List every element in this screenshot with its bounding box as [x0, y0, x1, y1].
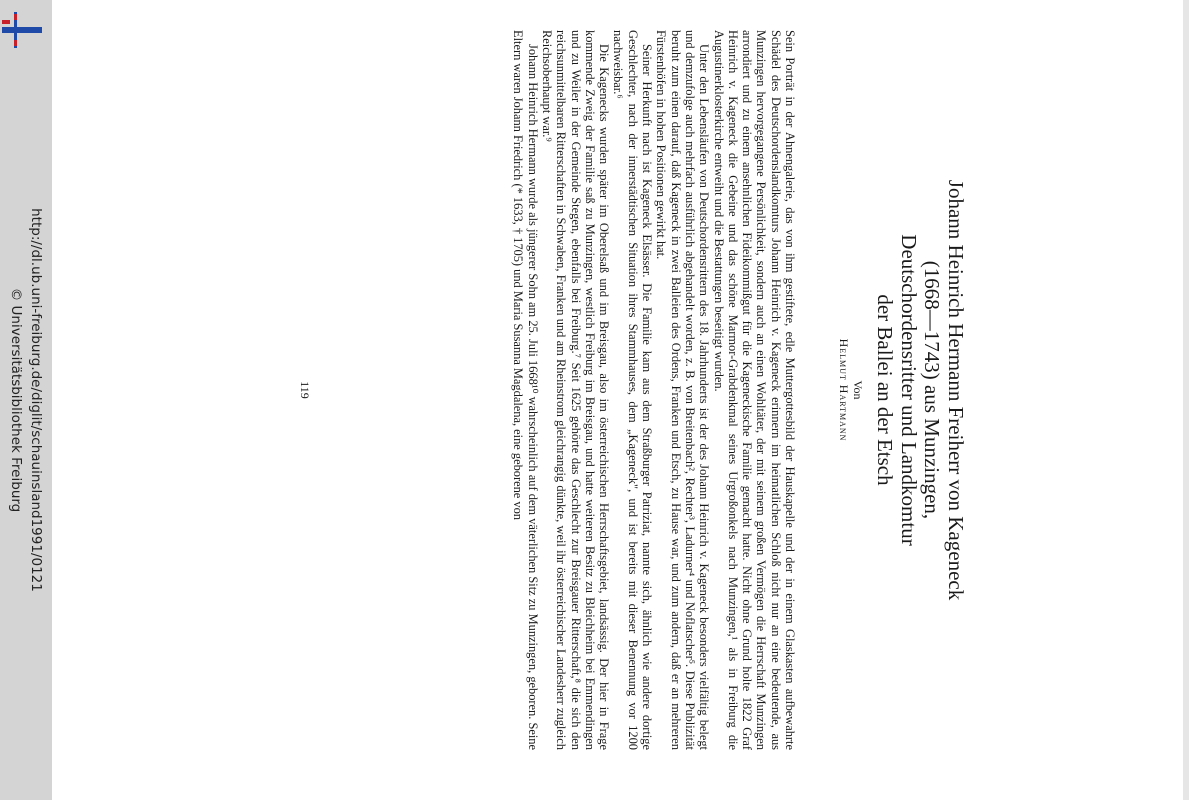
paragraph: Sein Porträt in der Ahnengalerie, das von ihm gestiftete, edle Muttergottesbild der Hauskapelle und der in einem Glaskasten aufbewahrte Schädel des Deutschordenslandkomturs Johann Heinrich v. Kageneck erinnern im heimatlichen Schloß nicht nur an eine bedeutende, aus Munzingen hervorgegangene Persönlichkeit, sondern auch an einen Wohltäter, der mit seinem großen Vermögen die Herrschaft Munzingen arrondiert und zu einem ansehnlichen Fideikommißgut für die Kageneckische Familie gemacht hatte. Nicht ohne Grund holte 1822 Graf Heinrich v. Kageneck die Gebeine und das schöne Marmor-Grabdenkmal seines Urgroßonkels nach Munzingen,¹ als in Freiburg die Augustinerklosterkirche entweiht und die Bestattungen beseitigt wurden.	[711, 30, 797, 750]
paragraph: Seiner Herkunft nach ist Kageneck Elsässer. Die Familie kam aus dem Straßburger Patriziat, nannte sich, ähnlich wie andere dortige Geschlechter, nach der innerstädtischen Situation ihres Stammhauses, dem „Kageneck", und ist bereits mit dieser Benennung vor 1200 nachweisbar.⁶	[611, 30, 655, 750]
sidebar-caption	[6, 5, 46, 795]
viewer-scrollbar[interactable]	[1183, 0, 1189, 800]
scanned-page	[277, 30, 967, 750]
page-number: 119	[298, 381, 312, 399]
byline-prefix: Von	[851, 380, 865, 400]
article-header	[837, 30, 967, 750]
viewer-sidebar	[0, 0, 52, 800]
title-line: der Ballei an der Etsch	[873, 294, 898, 486]
paragraph: Die Kagenecks wurden später im Oberelsaß und im Breisgau, also im österreichischen Herrschaftsgebiet, landsässig. Der hier in Frage kommende Zweig der Familie saß zu Munzingen, westlich Freiburg im Breisgau, und hatte weiteren Besitz zu Bleichheim bei Emmendingen und zu Weiler in der Gemeinde Stegen, ebenfalls bei Freiburg.⁷ Seit 1625 gehörte das Geschlecht zur Breisgauer Ritterschaft,⁸ die sich den reichsunmittelbaren Ritterschaften in Schwaben, Franken und am Rheinstrom gleichrangig dünkte, weil ihr österreichischer Landesherr zugleich Reichsoberhaupt war.⁹	[539, 30, 612, 750]
source-url[interactable]: http://dl.ub.uni-freiburg.de/diglit/schauinsland1991/0121	[28, 208, 44, 592]
article-body	[511, 30, 797, 750]
title-line: (1668—1743) aus Munzingen,	[920, 260, 945, 520]
paragraph: Johann Heinrich Hermann wurde als jüngerer Sohn am 25. Juli 1668¹⁰ wahrscheinlich auf dem väterlichen Sitz zu Munzingen, geboren. Seine Eltern waren Johann Friedrich (* 1633, † 1705) und Maria Susanna Magdalena, eine geborene von	[511, 30, 540, 750]
author-name: Helmut Hartmann	[837, 338, 851, 442]
copyright-notice: © Universitätsbibliothek Freiburg	[8, 287, 24, 513]
title-line: Deutschordensritter und Landkomtur	[897, 234, 921, 546]
paragraph: Unter den Lebensläufen von Deutschordensrittern des 18. Jahrhunderts ist der des Johann Heinrich v. Kageneck besonders vielfältig belegt und demzufolge auch mehrfach ausführlich abgehandelt worden, z. B. von Breitenbach², Rechter³, Ladurner⁴ und Noflatscher⁵. Diese Publizität beruht zum einen darauf, daß Kageneck in zwei Balleien des Ordens, Franken und Etsch, zu Hause war, und zum andern, daß er an mehreren Fürstenhöfen in hohen Positionen gewirkt hat.	[654, 30, 712, 750]
title-line: Johann Heinrich Hermann Freiherr von Kageneck	[944, 179, 968, 601]
article-title	[873, 30, 967, 750]
